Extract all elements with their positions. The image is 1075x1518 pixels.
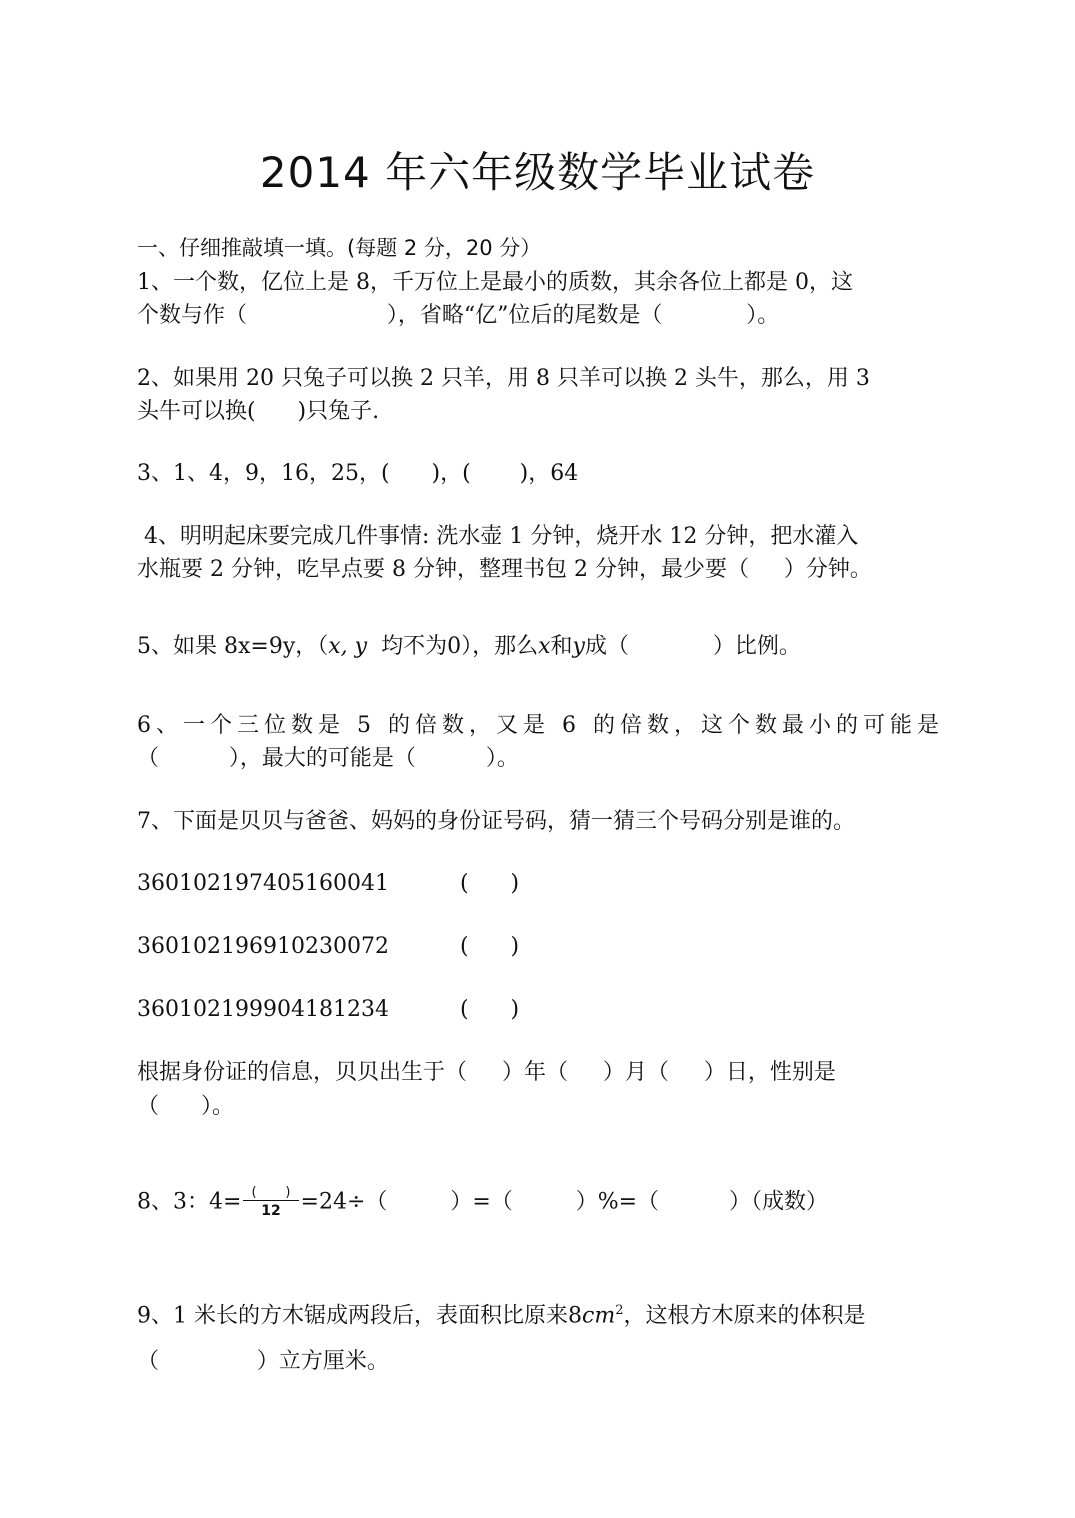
q2-line2: 头牛可以换( )只兔子. [137,399,380,424]
q9-unit: cm [582,1303,616,1329]
q2-line1: 2、如果用 20 只兔子可以换 2 只羊，用 8 只羊可以换 2 头牛，那么，用 3 [137,366,870,391]
id-number: 360102199904181234 [137,997,389,1022]
q5-line [137,632,801,662]
q9-text-a: 9、1 米长的方木锯成两段后，表面积比原来 [137,1303,568,1329]
id-row-3 [137,995,389,1025]
id-row-2 [137,932,389,962]
q9-value: 8 [568,1303,582,1329]
q6-line2: （ ），最大的可能是（ ）。 [137,746,519,771]
fraction-numerator: ( ) [251,1185,291,1200]
id-row-1 [137,869,389,899]
exam-title: 2014 年六年级数学毕业试卷 [259,148,816,197]
q5-text-a: 5、如果 8x=9y，（ [137,634,329,659]
q9-text-b: ，这根方木原来的体积是 [623,1303,866,1329]
q5-x: x [538,634,551,659]
q1-line1: 1、一个数，亿位上是 8，千万位上是最小的质数，其余各位上都是 0，这 [137,270,853,295]
q5-y: y [572,634,585,659]
id-number: 360102197405160041 [137,871,389,896]
q5-vars: x, y [328,634,368,659]
q4-line2: 水瓶要 2 分钟，吃早点要 8 分钟，整理书包 2 分钟，最少要（ ）分钟。 [137,557,872,582]
q3-line: 3、1、4，9，16，25，( )，( )，64 [137,461,579,486]
q9-exponent: 2 [615,1303,624,1318]
q5-text-c: 和 [550,634,573,659]
section-heading: 一、仔细推敲填一填。(每题 2 分，20 分） [137,236,542,260]
q9-line2: （ ）立方厘米。 [137,1349,389,1374]
id-blank-2: ( ) [460,934,520,959]
q8-line [137,1186,828,1219]
id-blank-1: ( ) [460,871,520,896]
q6-line1: 6、一个三位数是 5 的倍数，又是 6 的倍数，这个数最小的可能是 [137,713,944,738]
q9-line1 [137,1296,865,1331]
id-number: 360102196910230072 [137,934,389,959]
q5-text-b: 均不为0），那么 [367,634,539,659]
q4-line1: 4、明明起床要完成几件事情: 洗水壶 1 分钟，烧开水 12 分钟，把水灌入 [137,524,859,549]
q8-text-a: 8、3：4= [137,1189,242,1215]
fraction-denominator: 12 [243,1200,298,1219]
q8-text-b: =24÷（ ）=（ ）%=（ ）（成数） [300,1189,828,1215]
id-blank-3: ( ) [460,997,520,1022]
q7-line2: 根据身份证的信息，贝贝出生于（ ）年（ ）月（ ）日，性别是 [137,1060,836,1085]
q7-line1: 7、下面是贝贝与爸爸、妈妈的身份证号码，猜一猜三个号码分别是谁的。 [137,809,855,834]
fraction [243,1186,298,1219]
q1-line2: 个数与作（ ），省略“亿”位后的尾数是（ ）。 [137,303,780,328]
q5-text-d: 成（ ）比例。 [584,634,801,659]
q7-line3: （ ）。 [137,1094,234,1119]
